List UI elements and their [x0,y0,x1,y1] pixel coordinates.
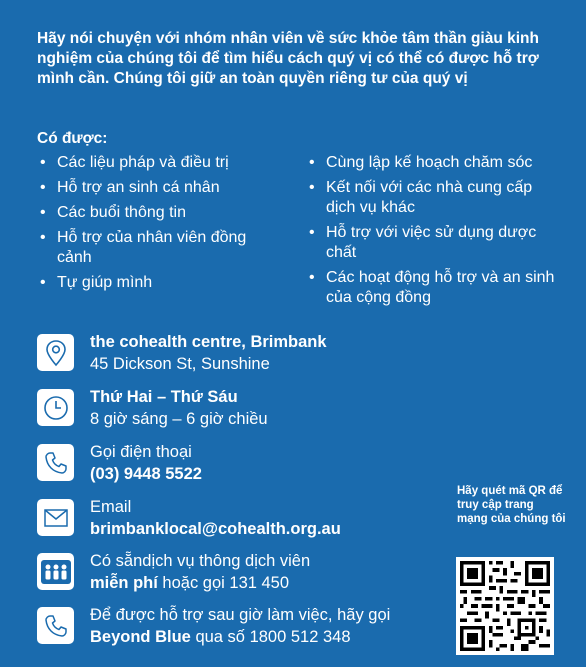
phone-number[interactable]: (03) 9448 5522 [90,465,202,483]
qr-code-image [460,561,550,651]
intro-text: Hãy nói chuyện với nhóm nhân viên về sức khỏe tâm thần giàu kinh nghiệm của chúng tôi để tìm hiểu cách quý vị có thể có được hỗ trợ mình cần. Chúng tôi giữ an toàn quyền riêng tư của quý vị [37,30,539,87]
bullet-icon: • [40,204,46,221]
phone-icon [37,607,74,644]
after-hours-line1: Để được hỗ trợ sau giờ làm việc, hãy gọi [90,606,391,624]
contact-email [37,499,457,539]
bullet-icon: • [40,154,46,171]
list-item [309,178,564,218]
list-item [40,153,285,173]
list-item [40,203,285,223]
bullet-icon: • [309,224,315,241]
available-list-right [309,153,564,313]
list-item [309,268,564,308]
list-item [309,153,564,173]
bullet-icon: • [40,179,46,196]
interpreter-free: miễn phí [90,574,158,592]
list-item-text: Hỗ trợ của nhân viên đồng cảnh [57,229,247,266]
interpreter-number: hoặc gọi 131 450 [157,574,290,592]
list-item [40,273,285,293]
list-item [40,178,285,198]
contact-hours [37,389,457,429]
bullet-icon: • [309,154,315,171]
location-address: 45 Dickson St, Sunshine [90,355,270,373]
phone-icon [37,444,74,481]
interpreter-line1: Có sẵndịch vụ thông dịch viên [90,552,311,570]
qr-code[interactable] [456,557,554,655]
bullet-icon: • [309,179,315,196]
clock-icon [37,389,74,426]
list-item-text: Cùng lập kế hoạch chăm sóc [326,154,533,171]
phone-label: Gọi điện thoại [90,443,192,461]
list-item-text: Hỗ trợ an sinh cá nhân [57,179,220,196]
contact-after-hours [37,607,457,647]
after-hours-org: Beyond Blue [90,628,191,646]
contact-interpreter [37,553,457,593]
hours-days: Thứ Hai – Thứ Sáu [90,388,238,406]
list-item-text: Các hoạt động hỗ trợ và an sinh của cộng đồng [326,269,555,306]
list-item-text: Hỗ trợ với việc sử dụng dược chất [326,224,537,261]
hours-time: 8 giờ sáng – 6 giờ chiều [90,410,268,428]
list-item-text: Các buổi thông tin [57,204,186,221]
contact-location [37,334,457,374]
list-item [40,228,285,268]
available-list-left [40,153,285,298]
people-icon [37,553,74,590]
list-item-text: Các liệu pháp và điều trị [57,154,229,171]
bullet-icon: • [40,274,46,291]
email-address[interactable]: brimbanklocal@cohealth.org.au [90,520,341,538]
qr-caption: Hãy quét mã QR để truy cập trang mạng của chúng tôi [457,485,566,525]
contact-phone [37,444,457,484]
list-item-text: Tự giúp mình [57,274,153,291]
location-pin-icon [37,334,74,371]
bullet-icon: • [309,269,315,286]
mail-icon [37,499,74,536]
after-hours-number: qua số 1800 512 348 [190,628,351,646]
list-item-text: Kết nối với các nhà cung cấp dịch vụ khác [326,179,533,216]
list-item [309,223,564,263]
location-name: the cohealth centre, Brimbank [90,333,327,351]
email-label: Email [90,498,132,516]
available-title: Có được: [37,130,108,147]
bullet-icon: • [40,229,46,246]
